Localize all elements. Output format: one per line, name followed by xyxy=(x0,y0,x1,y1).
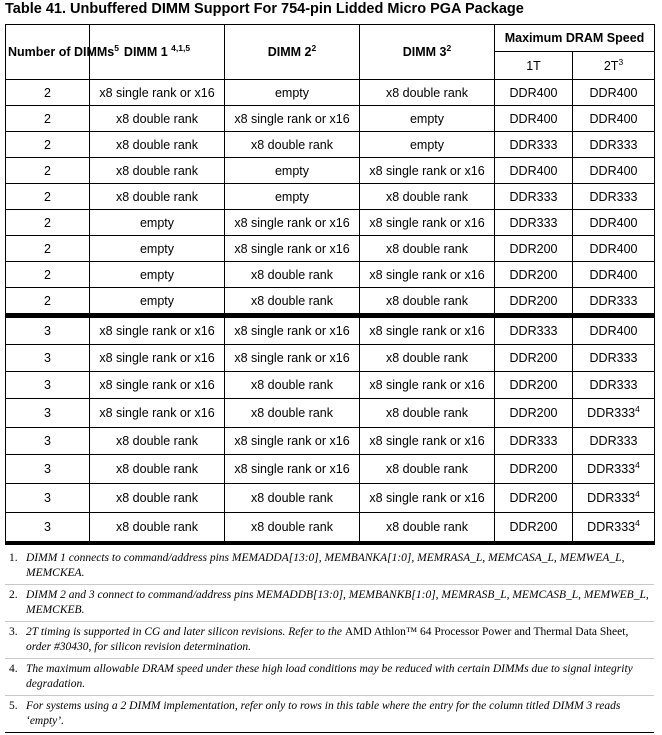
cell-2t: $DDR333^4$ xyxy=(573,513,655,544)
cell-1t: DDR200 xyxy=(495,455,573,484)
cell-dimm1: x8 single rank or x16 xyxy=(90,316,225,345)
table-row xyxy=(6,184,655,210)
cell-dimm3: x8 single rank or x16 xyxy=(360,484,495,513)
cell-2t: DDR333 xyxy=(573,288,655,316)
table-row xyxy=(6,399,655,428)
dimm-support-table xyxy=(5,24,655,545)
cell-1t: DDR200 xyxy=(495,513,573,544)
table-row xyxy=(6,80,655,106)
cell-2t: DDR333 xyxy=(573,372,655,399)
cell-dimm3: x8 double rank xyxy=(360,399,495,428)
cell-dimm3: x8 double rank xyxy=(360,236,495,262)
cell-dimm1: empty xyxy=(90,236,225,262)
cell-num-dimms: 3 xyxy=(6,316,90,345)
footnotes xyxy=(5,548,654,733)
cell-1t: DDR333 xyxy=(495,210,573,236)
table-row xyxy=(6,345,655,372)
cell-1t: DDR333 xyxy=(495,132,573,158)
footnote-3: 3. 2T timing is supported in CG and later silicon revisions. Refer to the AMD Athlon™ 64 Processor Power and Thermal Data Sheet, order #30430, for silicon revision determination. xyxy=(5,622,654,659)
cell-2t: DDR400 xyxy=(573,158,655,184)
table-row xyxy=(6,158,655,184)
cell-2t: $DDR333^4$ xyxy=(573,399,655,428)
cell-dimm1: x8 double rank xyxy=(90,132,225,158)
cell-dimm3: x8 single rank or x16 xyxy=(360,428,495,455)
cell-dimm3: x8 single rank or x16 xyxy=(360,372,495,399)
cell-dimm2: x8 single rank or x16 xyxy=(225,428,360,455)
cell-dimm2: x8 double rank xyxy=(225,513,360,544)
cell-num-dimms: 3 xyxy=(6,345,90,372)
cell-2t: DDR400 xyxy=(573,210,655,236)
cell-dimm2: empty xyxy=(225,184,360,210)
cell-dimm2: x8 single rank or x16 xyxy=(225,210,360,236)
header-1t: 1T xyxy=(495,52,573,80)
cell-dimm3: empty xyxy=(360,132,495,158)
cell-2t: DDR333 xyxy=(573,132,655,158)
header-dimm3: DIMM $3^2$ xyxy=(360,25,495,80)
cell-2t: DDR400 xyxy=(573,262,655,288)
cell-2t: DDR333 xyxy=(573,428,655,455)
cell-2t: DDR400 xyxy=(573,236,655,262)
cell-dimm1: x8 single rank or x16 xyxy=(90,399,225,428)
cell-2t: $DDR333^4$ xyxy=(573,455,655,484)
table-row xyxy=(6,428,655,455)
cell-num-dimms: 2 xyxy=(6,288,90,316)
cell-dimm3: x8 single rank or x16 xyxy=(360,262,495,288)
cell-1t: DDR200 xyxy=(495,345,573,372)
cell-num-dimms: 3 xyxy=(6,399,90,428)
cell-num-dimms: 2 xyxy=(6,80,90,106)
cell-1t: DDR400 xyxy=(495,158,573,184)
header-dimm2: DIMM $2^2$ xyxy=(225,25,360,80)
cell-num-dimms: 3 xyxy=(6,455,90,484)
cell-dimm3: x8 double rank xyxy=(360,455,495,484)
cell-1t: DDR200 xyxy=(495,236,573,262)
header-max-dram-speed: Maximum DRAM Speed xyxy=(495,25,655,52)
cell-dimm1: x8 single rank or x16 xyxy=(90,372,225,399)
cell-dimm3: x8 double rank xyxy=(360,345,495,372)
cell-1t: DDR400 xyxy=(495,80,573,106)
table-row xyxy=(6,316,655,345)
cell-dimm2: x8 double rank xyxy=(225,262,360,288)
cell-dimm2: x8 double rank xyxy=(225,132,360,158)
header-num-dimms: Number of DIMMs$^5$ xyxy=(6,25,90,80)
table-row xyxy=(6,132,655,158)
table-body xyxy=(6,80,655,544)
cell-1t: DDR200 xyxy=(495,372,573,399)
cell-num-dimms: 2 xyxy=(6,184,90,210)
table-row xyxy=(6,236,655,262)
cell-1t: DDR200 xyxy=(495,399,573,428)
cell-dimm1: x8 double rank xyxy=(90,428,225,455)
cell-2t: DDR333 xyxy=(573,345,655,372)
table-title: Table 41. Unbuffered DIMM Support For 754-pin Lidded Micro PGA Package xyxy=(5,1,524,17)
cell-num-dimms: 2 xyxy=(6,158,90,184)
cell-dimm3: x8 single rank or x16 xyxy=(360,316,495,345)
footnote-1: 1. DIMM 1 connects to command/address pins MEMADDA[13:0], MEMBANKA[1:0], MEMRASA_L, MEMCASA_L, MEMWEA_L, MEMCKEA. xyxy=(5,548,654,585)
cell-dimm3: empty xyxy=(360,106,495,132)
cell-dimm3: x8 single rank or x16 xyxy=(360,210,495,236)
table-row xyxy=(6,210,655,236)
cell-dimm1: x8 double rank xyxy=(90,106,225,132)
cell-dimm2: x8 single rank or x16 xyxy=(225,345,360,372)
cell-1t: DDR200 xyxy=(495,262,573,288)
cell-dimm2: x8 double rank xyxy=(225,484,360,513)
cell-1t: DDR400 xyxy=(495,106,573,132)
cell-num-dimms: 2 xyxy=(6,236,90,262)
cell-num-dimms: 2 xyxy=(6,106,90,132)
footnote-2: 2. DIMM 2 and 3 connect to command/address pins MEMADDB[13:0], MEMBANKB[1:0], MEMRASB_L, MEMCASB_L, MEMWEB_L, MEMCKEB. xyxy=(5,585,654,622)
cell-dimm2: x8 double rank xyxy=(225,372,360,399)
cell-dimm2: x8 double rank xyxy=(225,288,360,316)
table-row xyxy=(6,288,655,316)
table-row xyxy=(6,106,655,132)
cell-2t: DDR400 xyxy=(573,106,655,132)
cell-dimm1: x8 single rank or x16 xyxy=(90,80,225,106)
cell-num-dimms: 3 xyxy=(6,428,90,455)
cell-dimm1: x8 single rank or x16 xyxy=(90,345,225,372)
cell-1t: DDR333 xyxy=(495,316,573,345)
cell-dimm3: x8 single rank or x16 xyxy=(360,158,495,184)
cell-dimm3: x8 double rank xyxy=(360,80,495,106)
cell-dimm2: x8 single rank or x16 xyxy=(225,455,360,484)
cell-num-dimms: 2 xyxy=(6,210,90,236)
table-row xyxy=(6,484,655,513)
cell-dimm1: x8 double rank xyxy=(90,513,225,544)
cell-dimm1: empty xyxy=(90,210,225,236)
table-row xyxy=(6,372,655,399)
table-row xyxy=(6,513,655,544)
cell-dimm1: x8 double rank xyxy=(90,158,225,184)
cell-dimm1: x8 double rank xyxy=(90,184,225,210)
footnote-5: 5. For systems using a 2 DIMM implementation, refer only to rows in this table where the entry for the column titled DIMM 3 reads ‘empty’. xyxy=(5,696,654,733)
cell-2t: DDR333 xyxy=(573,184,655,210)
cell-dimm1: x8 double rank xyxy=(90,455,225,484)
cell-dimm1: x8 double rank xyxy=(90,484,225,513)
cell-2t: $DDR333^4$ xyxy=(573,484,655,513)
cell-dimm2: x8 single rank or x16 xyxy=(225,106,360,132)
cell-dimm3: x8 double rank xyxy=(360,288,495,316)
cell-dimm3: x8 double rank xyxy=(360,184,495,210)
cell-num-dimms: 3 xyxy=(6,372,90,399)
cell-dimm2: x8 single rank or x16 xyxy=(225,316,360,345)
cell-dimm1: empty xyxy=(90,288,225,316)
header-2t: $2T^3$ xyxy=(573,52,655,80)
cell-dimm2: empty xyxy=(225,158,360,184)
cell-1t: DDR333 xyxy=(495,428,573,455)
header-dimm1: DIMM 1 $^{4,1,5}$ xyxy=(90,25,225,80)
cell-dimm3: x8 double rank xyxy=(360,513,495,544)
cell-2t: DDR400 xyxy=(573,316,655,345)
cell-dimm1: empty xyxy=(90,262,225,288)
cell-num-dimms: 2 xyxy=(6,262,90,288)
table-row xyxy=(6,455,655,484)
footnote-4: 4. The maximum allowable DRAM speed under these high load conditions may be reduced with certain DIMMs due to signal integrity degradation. xyxy=(5,659,654,696)
cell-num-dimms: 3 xyxy=(6,513,90,544)
cell-dimm2: x8 double rank xyxy=(225,399,360,428)
cell-num-dimms: 2 xyxy=(6,132,90,158)
cell-dimm2: empty xyxy=(225,80,360,106)
cell-1t: DDR200 xyxy=(495,288,573,316)
cell-1t: DDR200 xyxy=(495,484,573,513)
cell-1t: DDR333 xyxy=(495,184,573,210)
cell-2t: DDR400 xyxy=(573,80,655,106)
cell-dimm2: x8 single rank or x16 xyxy=(225,236,360,262)
cell-num-dimms: 3 xyxy=(6,484,90,513)
table-row xyxy=(6,262,655,288)
